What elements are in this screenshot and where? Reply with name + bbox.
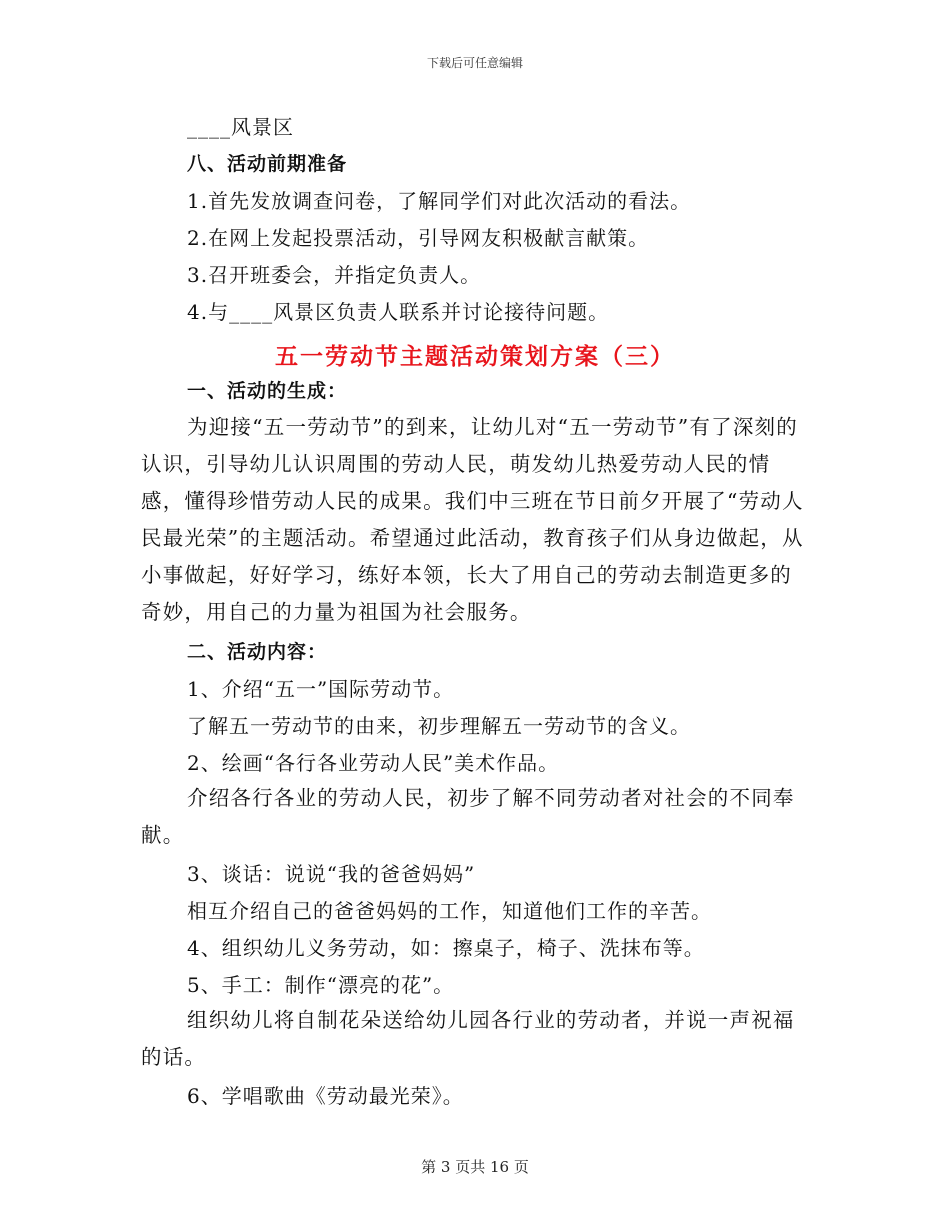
content-item-3: 3、谈话：说说“我的爸爸妈妈”	[187, 862, 476, 886]
content-item-5: 5、手工：制作“漂亮的花”。	[187, 973, 455, 997]
content-item-6: 6、学唱歌曲《劳动最光荣》。	[187, 1084, 464, 1108]
content-item-2-desc: 介绍各行各业的劳动人民，初步了解不同劳动者对社会的不同奉献。	[141, 786, 795, 847]
blank-scenic-area-line: ____风景区	[187, 115, 294, 139]
section-1-paragraph: 为迎接“五一劳动节”的到来，让幼儿对“五一劳动节”有了深刻的认识，引导幼儿认识周围的劳动人民，萌发幼儿热爱劳动人民的情感，懂得珍惜劳动人民的成果。我们中三班在节日前夕开展了“劳动人民最光荣”的主题活动。希望通过此活动，教育孩子们从身边做起，从小事做起，好好学习，练好本领，长大了用自己的劳动去制造更多的奇妙，用自己的力量为祖国为社会服务。	[141, 415, 804, 624]
document-title: 五一劳动节主题活动策划方案（三）	[275, 344, 675, 370]
content-item-1-desc: 了解五一劳动节的由来，初步理解五一劳动节的含义。	[187, 714, 691, 738]
content-item-2: 2、绘画“各行各业劳动人民”美术作品。	[187, 751, 560, 775]
prep-item-2: 2.在网上发起投票活动，引导网友积极献言献策。	[187, 226, 650, 250]
content-item-3-desc: 相互介绍自己的爸爸妈妈的工作，知道他们工作的辛苦。	[187, 899, 712, 923]
section-2-heading: 二、活动内容：	[187, 641, 328, 663]
page-header: 下载后可任意编辑	[426, 56, 523, 70]
page-footer: 第 3 页共 16 页	[421, 1158, 529, 1176]
prep-item-1: 1.首先发放调查问卷，了解同学们对此次活动的看法。	[187, 189, 692, 213]
section-1-heading: 一、活动的生成：	[187, 380, 348, 402]
content-item-1: 1、介绍“五一”国际劳动节。	[187, 677, 455, 701]
content-item-4: 4、组织幼儿义务劳动，如：擦桌子，椅子、洗抹布等。	[187, 936, 705, 960]
section-8-heading: 八、活动前期准备	[187, 153, 348, 175]
prep-item-3: 3.召开班委会，并指定负责人。	[187, 263, 482, 287]
content-item-5-desc: 组织幼儿将自制花朵送给幼儿园各行业的劳动者，并说一声祝福的话。	[141, 1008, 795, 1069]
prep-item-4: 4.与____风景区负责人联系并讨论接待问题。	[187, 300, 610, 324]
